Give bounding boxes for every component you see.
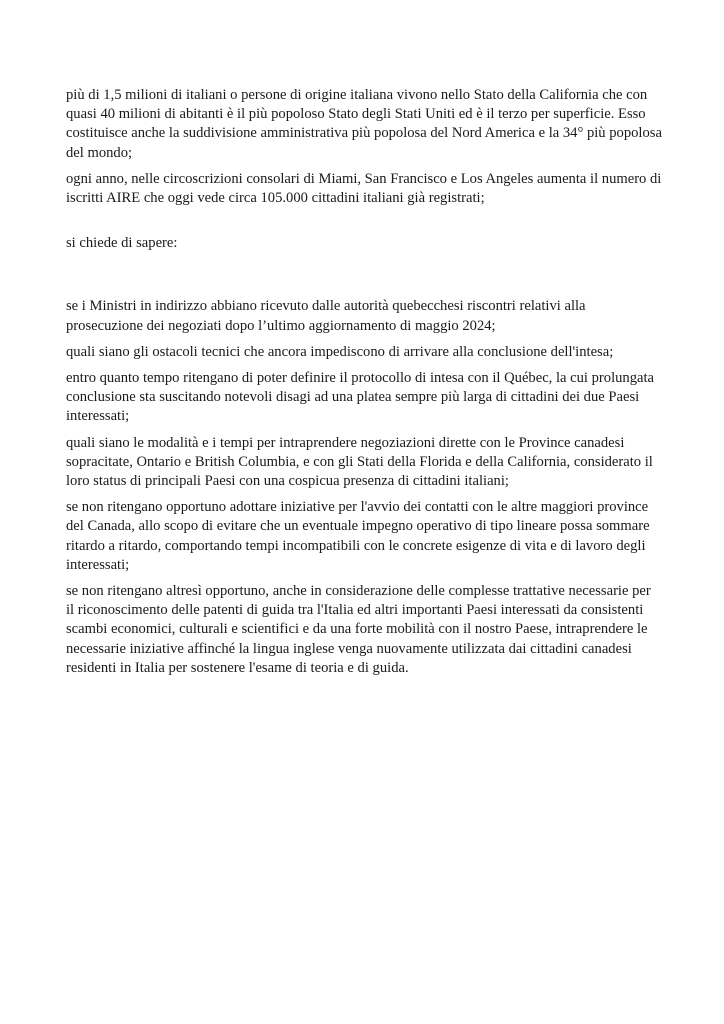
document-page xyxy=(66,86,662,685)
paragraph-question-obstacles: quali siano gli ostacoli tecnici che ancora impediscono di arrivare alla conclusione dell'intesa; xyxy=(66,343,614,360)
paragraph-question-timeline: entro quanto tempo ritengano di poter definire il protocollo di intesa con il Québec, la cui prolungata conclusione sta suscitando notevoli disagi ad una platea sempre più larga di cittadini dei due Paesi interessati; xyxy=(66,370,655,425)
paragraph-question-quebec-feedback: se i Ministri in indirizzo abbiano ricevuto dalle autorità quebecchesi riscontri relativi alla prosecuzione dei negoziati dopo l’ultimo aggiornamento di maggio 2024; xyxy=(66,298,586,334)
paragraph-request-heading: si chiede di sapere: xyxy=(66,235,178,252)
paragraph-aire-registrations: ogni anno, nelle circoscrizioni consolari di Miami, San Francisco e Los Angeles aumenta il numero di iscritti AIRE che oggi vede circa 105.000 cittadini italiani già registrati; xyxy=(66,170,662,207)
paragraph-california: più di 1,5 milioni di italiani o persone di origine italiana vivono nello Stato della California che con quasi 40 milioni di abitanti è il più popoloso Stato degli Stati Uniti ed è il terzo per superficie. Esso costituisce anche la suddivisione amministrativa più popolosa del Nord America e la 34° più popolosa del mondo; xyxy=(66,87,662,161)
paragraph-question-english-exam: se non ritengano altresì opportuno, anche in considerazione delle complesse trattative necessarie per il riconoscimento delle patenti di guida tra l'Italia ed altri importanti Paesi interessati da consistenti scambi economici, culturali e scientifici e da una forte mobilità con il nostro Paese, intraprendere le necessarie iniziative affinché la lingua inglese venga nuovamente utilizzata dai cittadini canadesi residenti in Italia per sostenere l'esame di teoria e di guida. xyxy=(66,583,651,676)
paragraph-question-other-provinces: se non ritengano opportuno adottare iniziative per l'avvio dei contatti con le altre maggiori province del Canada, allo scopo di evitare che un eventuale impegno operativo di tipo lineare possa sommare ritardo a ritardo, comportando tempi incompatibili con le concrete esigenze di vita e di lavoro degli interessati; xyxy=(66,499,650,573)
paragraph-question-negotiations: quali siano le modalità e i tempi per intraprendere negoziazioni dirette con le Province canadesi sopracitate, Ontario e British Columbia, e con gli Stati della Florida e della California, considerato il loro status di principali Paesi con una cospicua presenza di cittadini italiani; xyxy=(66,434,653,490)
